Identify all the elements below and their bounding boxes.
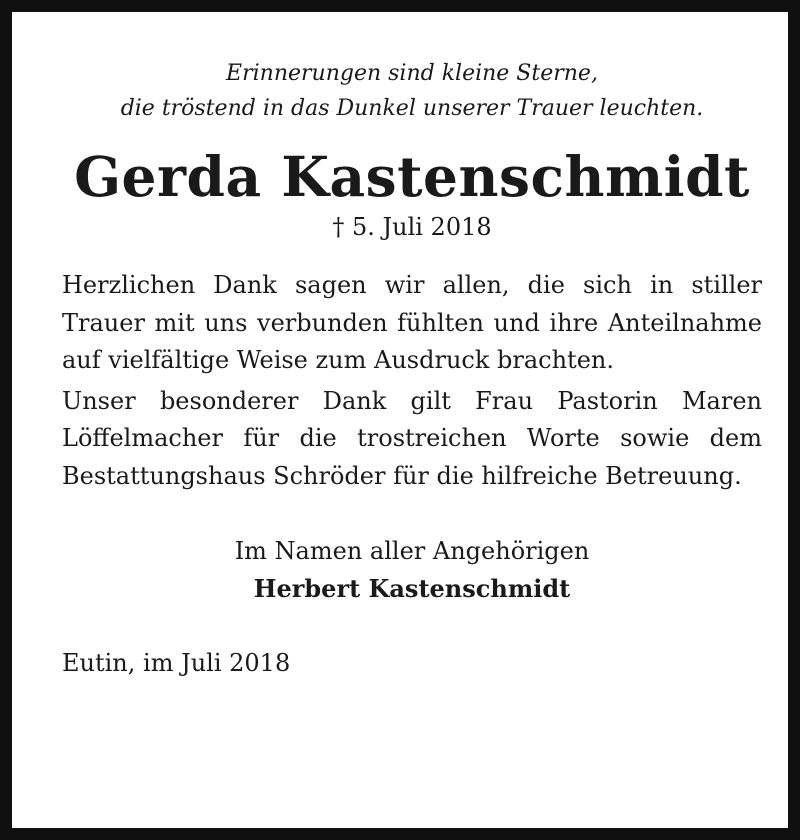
thanks-paragraph-1: Herzlichen Dank sagen wir allen, die sich in stiller Trauer mit uns verbunden fühlten und ihre Anteilnahme auf vielfältige Weise zum Ausdruck brachten. <box>62 271 762 374</box>
signature-intro: Im Namen aller Angehörigen <box>234 537 590 565</box>
signature-name: Herbert Kastenschmidt <box>253 574 571 603</box>
motto-line-1: Erinnerungen sind kleine Sterne, <box>226 61 598 86</box>
death-date: † 5. Juli 2018 <box>332 213 492 241</box>
notice-content <box>62 56 762 682</box>
thanks-paragraph-2: Unser besonderer Dank gilt Frau Pastorin Maren Löffelmacher für die trostreichen Worte sowie dem Bestattungshaus Schröder für die hilfreiche Betreuung. <box>62 386 762 490</box>
deceased-name: Gerda Kastenschmidt <box>74 144 750 209</box>
place-date: Eutin, im Juli 2018 <box>62 649 291 677</box>
motto-line-2: die tröstend in das Dunkel unserer Trauer leuchten. <box>120 96 704 121</box>
